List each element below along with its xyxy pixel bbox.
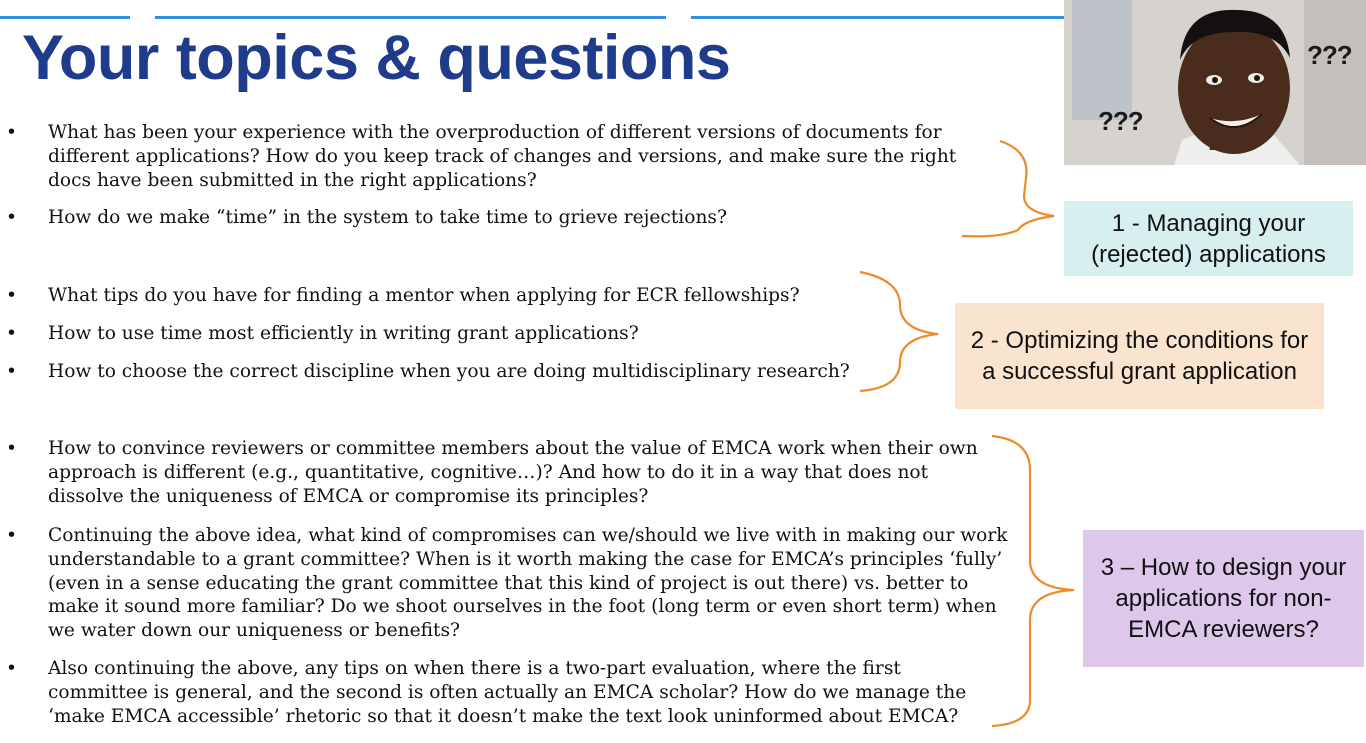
question-text: How do we make “time” in the system to take time to grieve rejections? [48, 207, 727, 228]
bullet-marker: • [6, 323, 17, 344]
bullet-marker: • [6, 361, 17, 382]
question-marks-right: ??? [1307, 40, 1352, 70]
question-3-1 [0, 437, 1000, 508]
question-text: What tips do you have for finding a mentor when applying for ECR fellowships? [48, 285, 800, 306]
question-2-2 [0, 322, 880, 346]
bullet-marker: • [6, 207, 17, 228]
question-text: Also continuing the above, any tips on when there is a two-part evaluation, where the first committee is general, and the second is often actually an EMCA scholar? How do we manage the ‘make EMCA accessible’ rhetoric so that it doesn’t make the text look uninformed about EMCA? [48, 658, 967, 727]
question-2-1 [0, 284, 880, 308]
question-3-3 [0, 657, 1000, 728]
question-text: How to use time most efficiently in writing grant applications? [48, 323, 639, 344]
category-label: 2 - Optimizing the conditions for a successful grant application [970, 327, 1309, 385]
category-label: 3 – How to design your applications for non-EMCA reviewers? [1100, 554, 1347, 643]
bullet-marker: • [6, 438, 17, 459]
question-text: How to choose the correct discipline when you are doing multidisciplinary research? [48, 361, 850, 382]
question-1-2 [0, 206, 1000, 230]
category-box-optimizing-conditions [955, 303, 1324, 409]
slide-title: Your topics & questions [22, 23, 731, 93]
category-label: 1 - Managing your (rejected) applications [1091, 209, 1326, 268]
bullet-marker: • [6, 658, 17, 679]
question-marks-left: ??? [1098, 106, 1143, 136]
category-box-managing-applications [1064, 201, 1353, 276]
question-text: What has been your experience with the overproduction of different versions of documents for different applications? How do you keep track of changes and versions, and make sure the right docs have been submitted in the right applications? [48, 122, 957, 191]
bullet-marker: • [6, 525, 17, 546]
question-text: Continuing the above idea, what kind of compromises can we/should we live with in making our work understandable to a grant committee? When is it worth making the case for EMCA’s principles ‘fully’ (even in a sense educating the grant committee that this kind of project is out there) vs. better to make it sound more familiar? Do we shoot ourselves in the foot (long term or even short term) when we water down our uniqueness or benefits? [48, 525, 1008, 642]
question-1-1 [0, 121, 1000, 192]
bullet-marker: • [6, 122, 17, 143]
question-3-2 [0, 524, 1012, 643]
bullet-marker: • [6, 285, 17, 306]
question-2-3 [0, 360, 880, 384]
category-box-non-emca-reviewers [1083, 530, 1364, 667]
question-text: How to convince reviewers or committee members about the value of EMCA work when their own approach is different (e.g., quantitative, cognitive…)? And how to do it in a way that does not dissolve the uniqueness of EMCA or compromise its principles? [48, 438, 978, 507]
